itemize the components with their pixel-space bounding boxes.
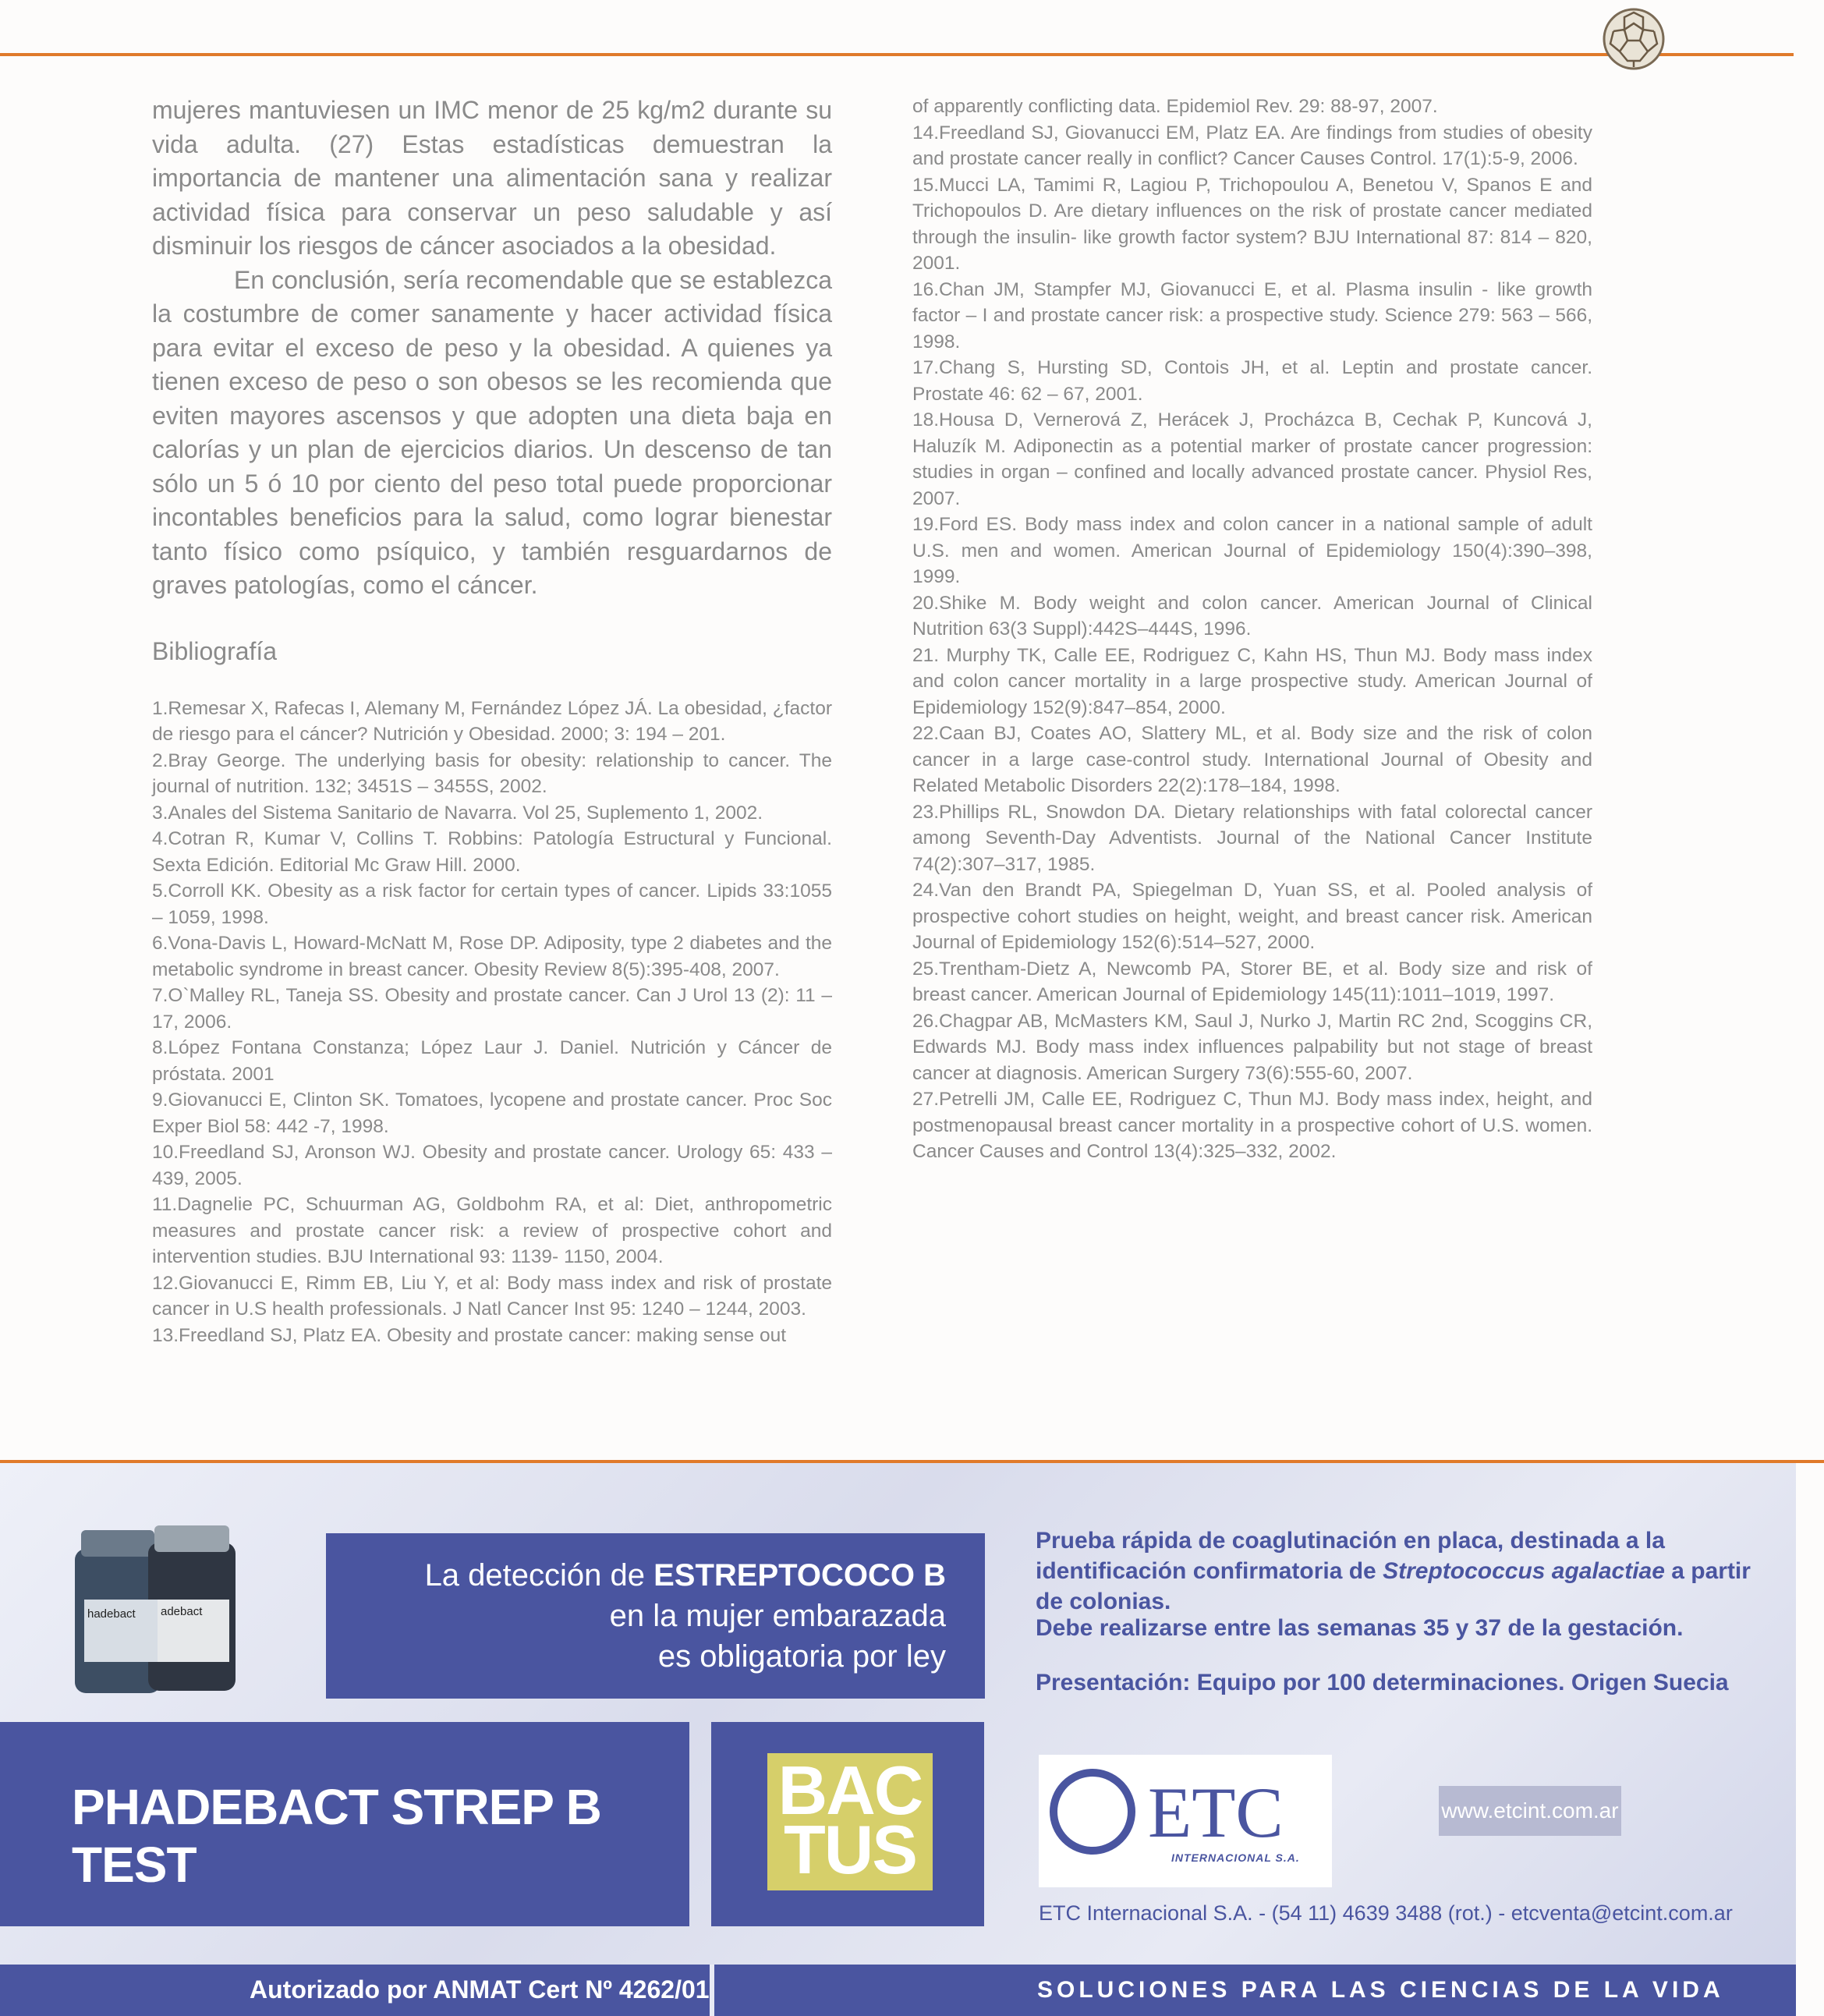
reference-item: 2.Bray George. The underlying basis for obesity: relationship to cancer. The journal of nutrition. 132; 3451S – 3455S, 2002. [152,749,832,797]
reference-item: 19.Ford ES. Body mass index and colon cancer in a national sample of adult U.S. men and women. American Journal of Epidemiology 150(4):390–398, 1999. [912,514,1592,587]
ad-rule [0,1460,1824,1463]
info-timing: Debe realizarse entre las semanas 35 y 37 de la gestación. [1036,1615,1684,1641]
reference-item: 11.Dagnelie PC, Schuurman AG, Goldbohm RA, et al: Diet, anthropometric measures and prostate cancer risk: a review of prospective cohort and intervention studies. BJU International 93: 1139- 1150, 2004. [152,1194,832,1267]
advertisement [0,1460,1824,2016]
reference-item: 17.Chang S, Hursting SD, Contois JH, et al. Leptin and prostate cancer. Prostate 46: 62 – 67, 2001. [912,357,1592,405]
ad-margin [1796,1463,1824,2016]
header-rule [0,53,1794,56]
bottom-divider [710,1965,714,2016]
etc-logo-subtitle: INTERNACIONAL S.A. [1171,1851,1300,1864]
headline-line3: es obligatoria por ley [657,1639,946,1674]
right-column [912,94,1592,1165]
body-paragraph: mujeres mantuviesen un IMC menor de 25 kg/m2 durante su vida adulta. (27) Estas estadísticas demuestran la importancia de mantener una alimentación sana y realizar actividad física para conservar un peso saludable y así disminuir los riesgos de cáncer asociados a la obesidad. [152,96,832,260]
reference-item: 5.Corroll KK. Obesity as a risk factor for certain types of cancer. Lipids 33:1055 – 1059, 1998. [152,880,832,928]
etc-emblem-icon [1050,1769,1135,1855]
reference-item: 7.O`Malley RL, Taneja SS. Obesity and prostate cancer. Can J Urol 13 (2): 11 – 17, 2006. [152,985,832,1033]
left-column [152,94,832,1348]
reference-item: 25.Trentham-Dietz A, Newcomb PA, Storer BE, et al. Body size and risk of breast cancer. American Journal of Epidemiology 145(11):1011–1019, 1997. [912,958,1592,1005]
website-link[interactable]: www.etcint.com.ar [1439,1786,1621,1836]
bottom-bar [0,1965,1796,2016]
info-presentation: Presentación: Equipo por 100 determinaciones. Origen Suecia [1036,1670,1729,1695]
bactus-box [711,1722,984,1926]
reference-item: 15.Mucci LA, Tamimi R, Lagiou P, Trichopoulou A, Benetou V, Spanos E and Trichopoulos D. Are dietary influences on the risk of prostate cancer mediated through the insulin- like growth factor system? BJU International 87: 814 – 820, 2001. [912,174,1592,274]
bibliography-heading: Bibliografía [152,636,278,665]
bactus-logo [767,1753,933,1890]
slogan: SOLUCIONES PARA LAS CIENCIAS DE LA VIDA [1037,1977,1724,2003]
reagent-vials-image [70,1525,250,1697]
reference-item: 16.Chan JM, Stampfer MJ, Giovanucci E, et al. Plasma insulin - like growth factor – I and prostate cancer risk: a prospective study. Science 279: 563 – 566, 1998. [912,278,1592,353]
anmat-authorization: Autorizado por ANMAT Cert Nº 4262/01 [250,1975,710,2004]
reference-item: of apparently conflicting data. Epidemiol Rev. 29: 88-97, 2007. [912,96,1438,117]
headline-line2: en la mujer embarazada [609,1599,946,1633]
reference-item: 13.Freedland SJ, Platz EA. Obesity and prostate cancer: making sense out [152,1324,787,1346]
info-species: Streptococcus agalactiae [1383,1558,1665,1584]
bactus-line2: TUS [784,1811,916,1888]
vial-label-1: hadebact [87,1607,136,1621]
reference-item: 27.Petrelli JM, Calle EE, Rodriguez C, Thun MJ. Body mass index, height, and postmenopausal breast cancer mortality in a prospective cohort of U.S. women. Cancer Causes and Control 13(4):325–332, 2002. [912,1089,1592,1162]
reference-item: 1.Remesar X, Rafecas I, Alemany M, Fernández López JÁ. La obesidad, ¿factor de riesgo para el cáncer? Nutrición y Obesidad. 2000; 3: 194 – 201. [152,697,832,745]
reference-item: 12.Giovanucci E, Rimm EB, Liu Y, et al: Body mass index and risk of prostate cancer in U.S health professionals. J Natl Cancer Inst 95: 1240 – 1244, 2003. [152,1272,832,1320]
reference-item: 10.Freedland SJ, Aronson WJ. Obesity and prostate cancer. Urology 65: 433 – 439, 2005. [152,1142,832,1189]
product-name: PHADEBACT STREP B TEST [72,1779,601,1893]
contact-info: ETC Internacional S.A. - (54 11) 4639 3488 (rot.) - etcventa@etcint.com.ar [1039,1901,1733,1925]
info-post: a partir de colonias. [1036,1558,1751,1614]
bactus-line1: BAC [777,1752,923,1829]
reference-item: 9.Giovanucci E, Clinton SK. Tomatoes, lycopene and prostate cancer. Proc Soc Exper Biol 58: 442 -7, 1998. [152,1089,832,1137]
reference-item: 26.Chagpar AB, McMasters KM, Saul J, Nurko J, Martin RC 2nd, Scoggins CR, Edwards MJ. Body mass index influences palpability but not stage of breast cancer at diagnosis. American Surgery 73(6):555-60, 2007. [912,1010,1592,1084]
headline-box [326,1533,985,1699]
headline-pre: La detección de [424,1558,654,1593]
info-description [1036,1525,1753,1617]
reference-item: 14.Freedland SJ, Giovanucci EM, Platz EA. Are findings from studies of obesity and prostate cancer really in conflict? Cancer Causes Control. 17(1):5-9, 2006. [912,122,1592,169]
reference-item: 6.Vona-Davis L, Howard-McNatt M, Rose DP. Adiposity, type 2 diabetes and the metabolic syndrome in breast cancer. Obesity Review 8(5):395-408, 2007. [152,933,832,980]
reference-list [152,696,832,1349]
etc-logo-text: ETC [1148,1773,1284,1852]
info-pre: Prueba rápida de coaglutinación en placa, destinada a la identificación confirmatoria de [1036,1528,1665,1584]
reference-item: 24.Van den Brandt PA, Spiegelman D, Yuan SS, et al. Pooled analysis of prospective cohort studies on height, weight, and breast cancer risk. American Journal of Epidemiology 152(6):514–527, 2000. [912,880,1592,953]
reference-item: 23.Phillips RL, Snowdon DA. Dietary relationships with fatal colorectal cancer among Seventh-Day Adventists. Journal of the National Cancer Institute 74(2):307–317, 1985. [912,801,1592,875]
reference-item: 21. Murphy TK, Calle EE, Rodriguez C, Kahn HS, Thun MJ. Body mass index and colon cancer mortality in a large prospective study. American Journal of Epidemiology 152(9):847–854, 2000. [912,644,1592,718]
reference-item: 3.Anales del Sistema Sanitario de Navarra. Vol 25, Suplemento 1, 2002. [152,802,763,824]
reference-item: 20.Shike M. Body weight and colon cancer. American Journal of Clinical Nutrition 63(3 Suppl):442S–444S, 1996. [912,592,1592,640]
body-paragraph: En conclusión, sería recomendable que se establezca la costumbre de comer sanamente y hacer actividad física para evitar el exceso de peso y la obesidad. A quienes ya tienen exceso de peso o son obesos se les recomienda que eviten mayores ascensos y que adopten una dieta baja en calorías y un plan de ejercicios diarios. Un descenso de tan sólo un 5 ó 10 por ciento del peso total puede proporcionar incontables beneficios para la salud, como lograr bienestar tanto físico como psíquico, y también resguardarnos de graves patologías, como el cáncer. [152,265,832,599]
reference-item: 4.Cotran R, Kumar V, Collins T. Robbins: Patología Estructural y Funcional. Sexta Edición. Editorial Mc Graw Hill. 2000. [152,828,832,876]
product-box [0,1722,689,1926]
etc-logo [1039,1755,1332,1887]
vial-label-2: adebact [161,1605,203,1618]
fullerene-molecule-icon [1601,6,1666,72]
reference-item: 22.Caan BJ, Coates AO, Slattery ML, et al. Body size and the risk of colon cancer in a large case-control study. International Journal of Obesity and Related Metabolic Disorders 22(2):178–184, 1998. [912,723,1592,796]
reference-list [912,94,1592,1165]
reference-item: 18.Housa D, Vernerová Z, Herácek J, Procházca B, Cechak P, Kuncová J, Haluzík M. Adiponectin as a potential marker of prostate cancer progression: studies in organ – confined and locally advanced prostate cancer. Physiol Res, 2007. [912,409,1592,509]
headline-bold: ESTREPTOCOCO B [653,1558,946,1593]
ad-headline [425,1555,946,1677]
reference-item: 8.López Fontana Constanza; López Laur J. Daniel. Nutrición y Cáncer de próstata. 2001 [152,1037,832,1085]
